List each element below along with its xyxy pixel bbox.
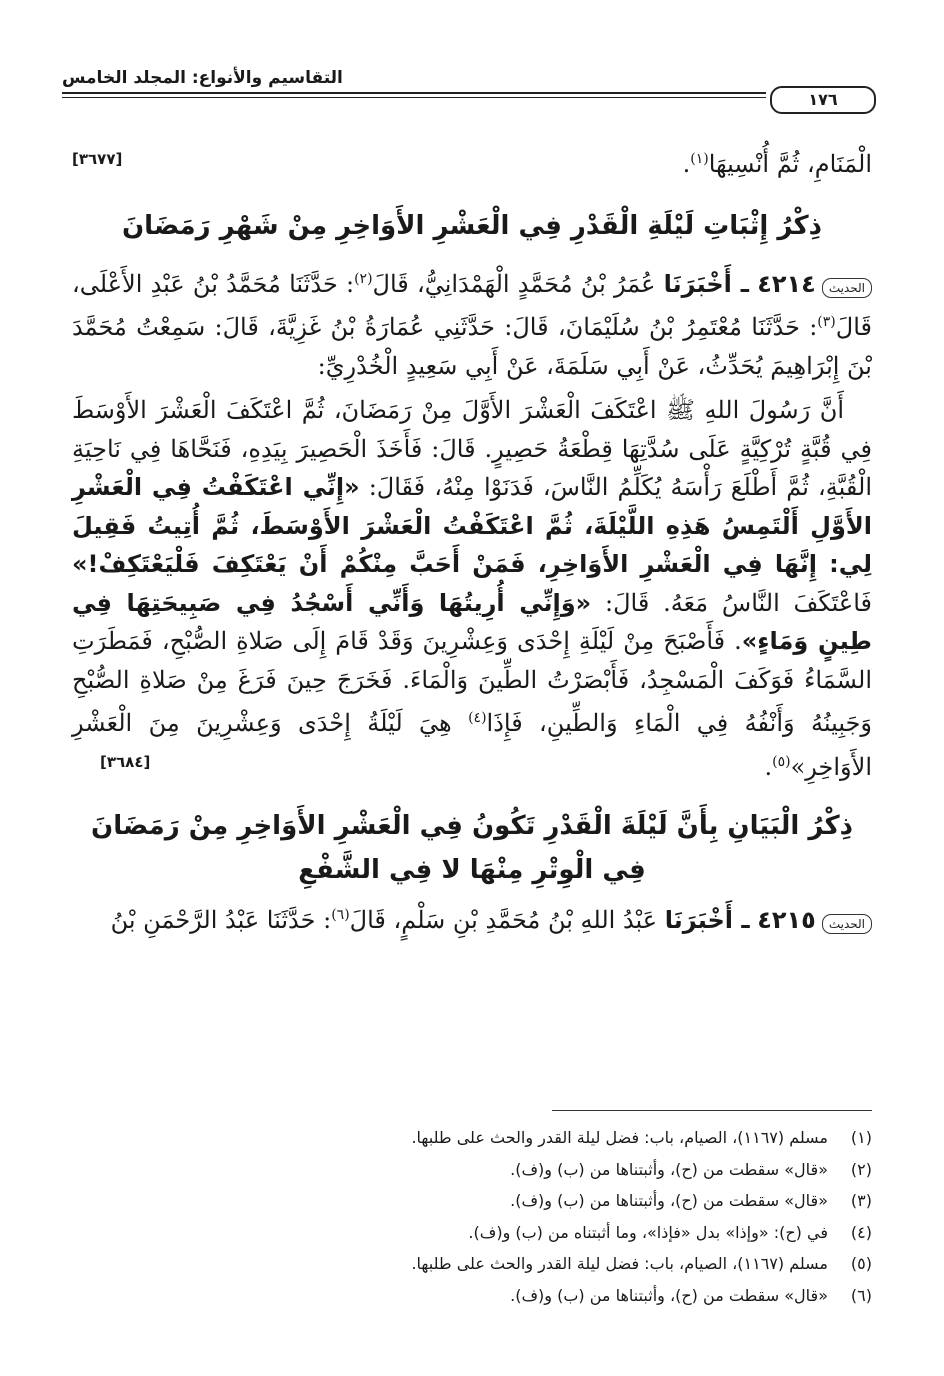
- prophet-quote: «إِنِّي اعْتَكَفْتُ فِي الْعَشْرِ الأَوَّلِ أَلْتَمِسُ هَذِهِ اللَّيْلَةَ، ثُمَّ اعْتَكَفْتُ الْعَشْرَ الأَوْسَطَ، ثُمَّ أُتِيتُ فَقِيلَ لِي: إِنَّهَا فِي الْعَشْرِ الأَوَاخِرِ، فَمَنْ أَحَبَّ مِنْكُمْ أَنْ يَعْتَكِفَ فَلْيَعْتَكِفْ!»: [72, 473, 872, 578]
- footnote-text: مسلم (١١٦٧)، الصيام، باب: فضل ليلة القدر والحث على طلبها.: [411, 1128, 828, 1147]
- matn-text: . فَأَصْبَحَ مِنْ لَيْلَةِ إِحْدَى وَعِشْرِينَ وَقَدْ قَامَ إِلَى صَلاةِ الصُّبْحِ، فَمَطَرَتِ السَّمَاءُ فَوَكَفَ الْمَسْجِدُ، فَأَبْصَرْتُ الطِّينَ وَالْمَاءَ. فَخَرَجَ حِينَ فَرَغَ مِنْ صَلاةِ الصُّبْحِ وَجَبِينُهُ وَأَنْفُهُ فِي الْمَاءِ وَالطِّينِ، فَإِذَا: [72, 627, 872, 737]
- hadith-number: ٤٢١٤: [757, 269, 816, 298]
- footnote: [72, 1248, 872, 1280]
- continuation-tail: .: [682, 150, 691, 178]
- isnad-text: : حَدَّثَنَا مُعْتَمِرُ بْنُ سُلَيْمَانَ، قَالَ: حَدَّثَنِي عُمَارَةُ بْنُ غَزِيَّةَ، قَالَ: سَمِعْتُ مُحَمَّدَ بْنَ إِبْرَاهِيمَ يُحَدِّثُ، عَنْ أَبِي سَلَمَةَ، عَنْ أَبِي سَعِيدٍ الْخُدْرِيِّ:: [72, 313, 872, 380]
- matn-text: أَنَّ رَسُولَ اللهِ ﷺ اعْتَكَفَ الْعَشْرَ الأَوَّلَ مِنْ رَمَضَانَ، ثُمَّ اعْتَكَفَ الْعَشْرَ الأَوْسَطَ فِي قُبَّةٍ تُرْكِيَّةٍ عَلَى سُدَّتِهَا قِطْعَةُ حَصِيرٍ. قَالَ: فَأَخَذَ الْحَصِيرَ بِيَدِهِ، فَنَحَّاهَا فِي نَاحِيَةِ الْقُبَّةِ، ثُمَّ أَطْلَعَ رَأْسَهُ يُكَلِّمُ النَّاسَ، فَدَنَوْا مِنْهُ، فَقَالَ:: [72, 396, 872, 501]
- hadith-number: ٤٢١٥: [757, 906, 816, 934]
- footnote-number: (٥): [850, 1254, 872, 1274]
- hadith-matn: [72, 391, 872, 786]
- matn-text: فَاعْتَكَفَ النَّاسُ مَعَهُ. قَالَ:: [605, 588, 873, 617]
- footnote-text: مسلم (١١٦٧)، الصيام، باب: فضل ليلة القدر والحث على طلبها.: [411, 1254, 828, 1274]
- footnote-divider: [552, 1110, 872, 1111]
- hadith-isnad: [72, 896, 872, 940]
- isnad-text: عُمَرُ بْنُ مُحَمَّدٍ الْهَمْدَانِيُّ، قَالَ: [372, 269, 656, 298]
- page-header: [62, 62, 876, 112]
- footnote: [72, 1217, 872, 1249]
- footnote-text: في (ح): «وإذا» بدل «فإذا»، وما أثبتناه من (ب) و(ف).: [468, 1222, 828, 1242]
- header-rule-thin: [62, 97, 766, 98]
- hadith-emblem-icon: الحديث: [822, 914, 872, 934]
- footnotes: [72, 1122, 872, 1312]
- page-body: [72, 140, 872, 940]
- section-heading-line-2: فِي الْوِتْرِ مِنْهَا لا فِي الشَّفْعِ: [298, 855, 646, 885]
- isnad-text: : حَدَّثَنَا عَبْدُ الرَّحْمَنِ بْنُ: [110, 906, 332, 934]
- hadith-reference: [٣٦٨٤]: [100, 752, 151, 771]
- footnote: [72, 1280, 872, 1312]
- footnote-text: «قال» سقطت من (ح)، وأثبتناها من (ب) و(ف).: [510, 1191, 828, 1211]
- matn-text: هِيَ لَيْلَةُ إِحْدَى وَعِشْرِينَ مِنَ الْعَشْرِ الأَوَاخِرِ»: [72, 709, 872, 781]
- akhbarana-label: ـ أَخْبَرَنَا: [663, 269, 750, 298]
- section-heading: ذِكْرُ الْبَيَانِ بِأَنَّ لَيْلَةَ الْقَدْرِ تَكُونُ فِي الْعَشْرِ الأَوَاخِرِ مِنْ رَمَضَانَ: [91, 811, 853, 841]
- footnote-number: (٣): [850, 1191, 872, 1211]
- page-number: ١٧٦: [770, 86, 876, 114]
- footnote-marker: (٣): [817, 314, 836, 330]
- section-heading: ذِكْرُ إِثْبَاتِ لَيْلَةِ الْقَدْرِ فِي الْعَشْرِ الأَوَاخِرِ مِنْ شَهْرِ رَمَضَانَ: [121, 210, 823, 241]
- continuation-text: الْمَنَامِ، ثُمَّ أُنْسِيهَا: [708, 150, 872, 178]
- footnote: [72, 1154, 872, 1186]
- footnote-number: (١): [850, 1128, 872, 1147]
- footnote-marker: (٤): [468, 710, 487, 726]
- footnote-marker: (٥): [772, 753, 791, 770]
- footnote: [72, 1122, 872, 1154]
- running-title: التقاسيم والأنواع: المجلد الخامس: [62, 68, 343, 88]
- footnote-marker: (١): [690, 151, 709, 167]
- hadith-isnad: [72, 260, 872, 386]
- prophet-quote: «وَإِنِّي أُرِيتُهَا وَأَنِّي أَسْجُدُ فِي صَبِيحَتِهَا فِي طِينٍ وَمَاءٍ»: [72, 588, 873, 655]
- footnote-text: «قال» سقطت من (ح)، وأثبتناها من (ب) و(ف).: [510, 1285, 828, 1305]
- footnote-text: «قال» سقطت من (ح)، وأثبتناها من (ب) و(ف).: [510, 1159, 828, 1179]
- footnote: [72, 1185, 872, 1217]
- footnote-marker: (٢): [354, 270, 373, 287]
- hadith-reference: [٣٦٧٧]: [72, 150, 123, 168]
- footnote-number: (٦): [850, 1285, 872, 1305]
- header-rule: [62, 92, 766, 94]
- hadith-emblem-icon: الحديث: [822, 278, 872, 298]
- matn-tail: .: [764, 752, 773, 781]
- footnote-marker: (٦): [331, 907, 350, 923]
- isnad-text: عَبْدُ اللهِ بْنُ مُحَمَّدِ بْنِ سَلْمٍ، قَالَ: [349, 906, 658, 934]
- footnote-number: (٢): [850, 1159, 872, 1179]
- akhbarana-label: ـ أَخْبَرَنَا: [664, 906, 750, 934]
- continuation-line: [72, 140, 872, 184]
- isnad-text: : حَدَّثَنَا مُحَمَّدُ بْنُ عَبْدِ الأَعْلَى، قَالَ: [72, 269, 872, 341]
- footnote-number: (٤): [850, 1222, 872, 1242]
